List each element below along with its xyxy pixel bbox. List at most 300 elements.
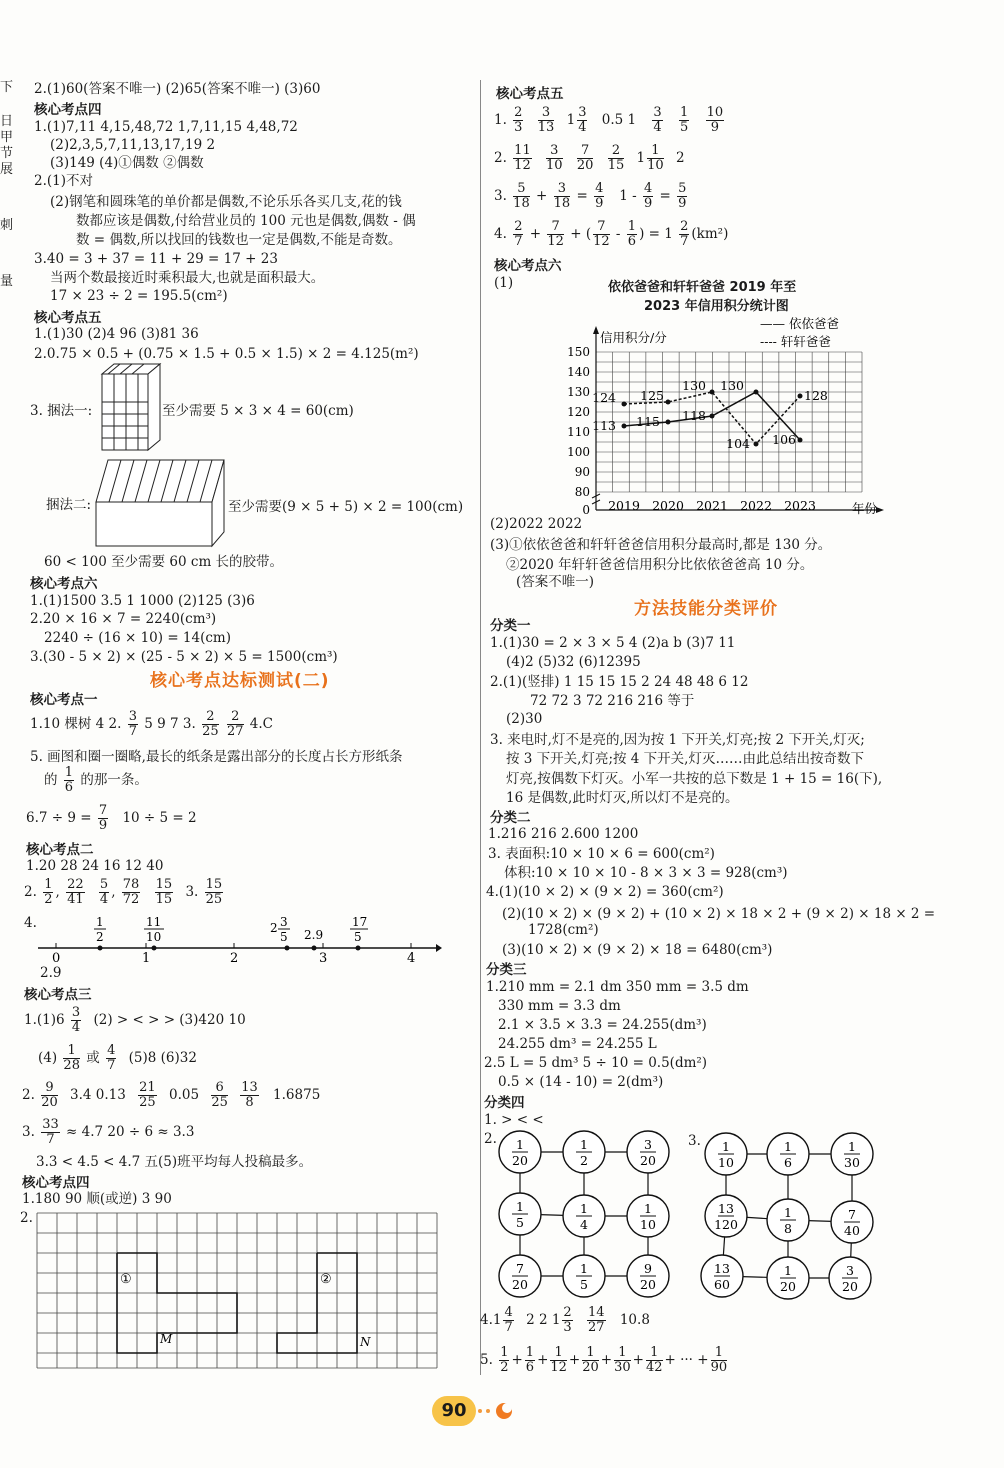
- edge-char: 量: [0, 274, 14, 289]
- line: 3. $\frac{5}{18}$ + $\frac{3}{18}$ = $\frac{4}{9}$ 1 - $\frac{4}{9}$ = $\frac{5}{9}$: [494, 181, 687, 211]
- data-point: [798, 394, 803, 399]
- fraction: $\frac{1}{12}$: [550, 1345, 567, 1375]
- fraction: $\frac{7}{20}$: [576, 143, 594, 173]
- text: 2: [675, 150, 685, 166]
- box-figure-2: [94, 456, 228, 550]
- node-denominator: 4: [580, 1217, 588, 1232]
- text: 10 ÷ 5 = 2: [122, 810, 197, 826]
- line: 2.(1)不对: [34, 173, 94, 189]
- y-axis-title: 信用积分/分: [600, 330, 667, 345]
- line: 3.: [688, 1133, 701, 1149]
- numerator: 3: [71, 1005, 81, 1020]
- fraction: $\frac{4}{9}$: [643, 181, 653, 211]
- numerator: 6: [211, 1081, 228, 1096]
- fraction: $\frac{4}{7}$: [504, 1305, 513, 1335]
- line: 3.3 < 4.5 < 4.7 五(5)班平均每人投稿最多。: [36, 1154, 313, 1170]
- data-label: 128: [804, 388, 828, 403]
- fraction: [240, 1081, 259, 1110]
- fraction: $\frac{2}{7}$: [514, 219, 523, 249]
- node-denominator: 20: [640, 1153, 656, 1168]
- denominator: 28: [63, 1058, 80, 1073]
- denominator: 8: [245, 1095, 254, 1110]
- text: 4.1: [480, 1312, 502, 1328]
- data-label: 104: [726, 436, 750, 451]
- node-denominator: 10: [640, 1217, 656, 1232]
- section-title: 方法技能分类评价: [634, 599, 778, 619]
- numerator: 9: [41, 1081, 58, 1096]
- node-denominator: 20: [842, 1279, 858, 1294]
- denominator: 2: [44, 892, 53, 907]
- fraction: [64, 766, 74, 795]
- fraction: $\frac{4}{9}$: [595, 181, 604, 211]
- line: (1): [494, 275, 514, 291]
- denominator: 25: [211, 1095, 228, 1110]
- numerator: 33: [42, 1117, 59, 1132]
- line: 2.5 L = 5 dm³ 5 ÷ 10 = 0.5(dm²): [484, 1055, 708, 1071]
- data-label: 118: [682, 408, 706, 423]
- line: 60 < 100 至少需要 60 cm 长的胶带。: [44, 554, 284, 570]
- node-numerator: 1: [784, 1263, 792, 1278]
- line: 2.9: [40, 965, 62, 981]
- data-label: 106: [772, 432, 796, 447]
- fraction: $\frac{10}{9}$: [706, 105, 724, 135]
- section-heading: 核心考点五: [496, 86, 564, 102]
- line: 3. 来电时,灯不是亮的,因为按 1 下开关,灯亮;按 2 下开关,灯灭;: [490, 732, 865, 748]
- fraction: [211, 1081, 228, 1110]
- data-label: 115: [636, 414, 660, 429]
- tick-label: 4: [407, 951, 416, 966]
- fraction: $\frac{1}{20}$: [582, 1345, 599, 1375]
- tick-label: 3: [319, 951, 328, 966]
- line: 2.(1)60(答案不唯一) (2)65(答案不唯一) (3)60: [34, 81, 321, 97]
- test-title: 核心考点达标测试(二): [150, 671, 330, 691]
- text: 3.: [22, 1124, 35, 1140]
- text: 1.6875: [273, 1087, 321, 1103]
- y-tick-label: 100: [567, 445, 590, 459]
- node-denominator: 2: [580, 1153, 588, 1168]
- numerator: 21: [139, 1080, 156, 1095]
- line: [22, 1118, 194, 1147]
- line: [480, 1306, 650, 1335]
- line: [38, 1044, 197, 1073]
- denominator: 7: [46, 1132, 55, 1147]
- data-label: 130: [682, 378, 706, 393]
- text: 5.: [480, 1352, 493, 1368]
- data-point: [754, 442, 759, 447]
- text: 的那一条。: [80, 772, 148, 788]
- text: 0.5 1: [601, 112, 637, 128]
- section-heading: 分类一: [490, 618, 531, 634]
- x-axis-arrow: [876, 507, 884, 513]
- text: 1.10 棵树 4 2.: [30, 716, 122, 732]
- edge-chars: [0, 80, 14, 290]
- node-numerator: 9: [644, 1261, 652, 1276]
- node-numerator: 13: [718, 1201, 734, 1216]
- line: 4. $\frac{2}{7}$ + $\frac{7}{12}$ + ( $\frac{7}{12}$ - $\frac{1}{6}$ ) = 1 $\frac{2}{7}$ (km²): [494, 219, 729, 249]
- numerator: 2: [227, 710, 244, 725]
- line: 2.: [484, 1131, 497, 1147]
- fraction: $\frac{14}{27}$: [588, 1305, 605, 1335]
- node-numerator: 13: [714, 1261, 730, 1276]
- shape-label: ②: [320, 1272, 332, 1287]
- line: 330 mm = 3.3 dm: [498, 998, 621, 1014]
- line: (4)2 (5)32 (6)12395: [506, 654, 641, 670]
- fraction: [128, 710, 138, 739]
- node-denominator: 30: [844, 1155, 860, 1170]
- line: (答案不唯一): [516, 574, 595, 590]
- mark-label: 10: [146, 930, 162, 944]
- node-denominator: 10: [718, 1155, 734, 1170]
- text: 2.: [22, 1087, 35, 1103]
- line: 1.216 216 2.600 1200: [488, 826, 639, 842]
- edge-char: 节: [0, 146, 14, 161]
- line: 5. $\frac{1}{2}$ + $\frac{1}{6}$ + $\frac{1}{12}$ + $\frac{1}{20}$ + $\frac{1}{30}$ + $\frac{1}{42}$ + ··· + $\frac{1}{90}$: [480, 1345, 728, 1375]
- line: 3. 表面积:10 × 10 × 6 = 600(cm²): [488, 846, 715, 862]
- y-tick-label: 130: [567, 385, 590, 399]
- numerator: 15: [205, 877, 223, 892]
- line-chart: [540, 316, 890, 518]
- fraction: $\frac{1}{10}$: [647, 143, 664, 173]
- column-divider: [480, 80, 481, 1375]
- mark-label: 2.9: [304, 928, 324, 942]
- line: 至少需要(9 × 5 + 5) × 2 = 100(cm): [228, 499, 464, 515]
- mark-label: 5: [280, 930, 288, 944]
- node-numerator: 1: [516, 1137, 524, 1152]
- denominator: 27: [226, 724, 244, 739]
- edge-char: 甲: [0, 130, 14, 145]
- edge-char: 展: [0, 162, 14, 177]
- text: 3.: [185, 884, 199, 900]
- line: [22, 1081, 320, 1110]
- text: 5 9 7 3.: [144, 716, 196, 732]
- node-denominator: 60: [714, 1277, 730, 1292]
- text: (km²): [691, 226, 729, 242]
- legend-entry: ---- 轩轩爸爸: [760, 334, 831, 349]
- fraction: $\frac{3}{4}$: [578, 105, 587, 135]
- text: + ··· +: [664, 1352, 709, 1368]
- data-point: [798, 438, 803, 443]
- denominator: 7: [107, 1058, 116, 1073]
- line: 0.5 × (14 - 10) = 2(dm³): [498, 1074, 664, 1090]
- section-heading: 核心考点六: [30, 576, 98, 592]
- data-point: [622, 402, 627, 407]
- mark-label: 2: [96, 930, 104, 944]
- fraction: [138, 1081, 157, 1110]
- fraction: $\frac{2}{3}$: [514, 105, 523, 135]
- text: 4.: [494, 226, 507, 242]
- text: 的: [44, 772, 58, 788]
- line: 3.(30 - 5 × 2) × (25 - 5 × 2) × 5 = 1500(cm³): [30, 649, 338, 665]
- line: 1.(1)30 (2)4 96 (3)81 36: [34, 326, 199, 342]
- y-tick-label: 0: [582, 503, 590, 517]
- fraction: [155, 878, 174, 907]
- section-heading: 核心考点五: [34, 310, 102, 326]
- text: 3.4 0.13: [70, 1087, 126, 1103]
- fraction: $\frac{3}{13}$: [537, 105, 555, 135]
- section-heading: 分类三: [486, 962, 527, 978]
- fraction: $\frac{5}{18}$: [513, 181, 530, 211]
- numerator: 15: [155, 877, 173, 892]
- line: 4.: [24, 915, 37, 931]
- y-axis-arrow: [593, 326, 599, 334]
- line: 1. > < <: [484, 1112, 544, 1128]
- line: 16 是偶数,此时灯灭,所以灯不是亮的。: [506, 790, 739, 806]
- text: 2 2 1: [526, 1312, 561, 1328]
- fraction: [41, 1081, 58, 1110]
- circle-network-2: [494, 1128, 670, 1302]
- line: 2.: [20, 1210, 33, 1226]
- line: 1.(1)7,11 4,15,48,72 1,7,11,15 4,48,72: [34, 119, 298, 135]
- fraction: $\frac{1}{6}$: [627, 219, 637, 249]
- section-heading: 核心考点二: [26, 842, 94, 858]
- fraction: $\frac{2}{15}$: [607, 143, 625, 173]
- denominator: 25: [205, 892, 223, 907]
- chart-title-line1: 依依爸爸和轩轩爸爸 2019 年至: [608, 280, 797, 295]
- denominator: 9: [98, 818, 108, 833]
- line: 体积:10 × 10 × 10 - 8 × 3 × 3 = 928(cm³): [504, 865, 788, 881]
- line: (2)2022 2022: [490, 516, 583, 532]
- edge-char: 下: [0, 80, 14, 95]
- numerator: 3: [128, 709, 137, 724]
- data-label: 124: [592, 390, 616, 405]
- fraction: [122, 878, 141, 907]
- tick-label: 0: [52, 951, 61, 966]
- node-denominator: 120: [714, 1217, 738, 1232]
- fraction: [98, 804, 108, 833]
- page-number: 90: [432, 1396, 476, 1426]
- fraction: $\frac{1}{6}$: [525, 1345, 535, 1375]
- text: ≈ 4.7 20 ÷ 6 ≈ 3.3: [66, 1124, 195, 1140]
- node-numerator: 1: [784, 1139, 792, 1154]
- fraction: [227, 710, 244, 739]
- numerator: 5: [99, 877, 109, 892]
- node-numerator: 3: [846, 1263, 854, 1278]
- text: (5)8 (6)32: [128, 1050, 197, 1066]
- fraction: [66, 878, 85, 907]
- fraction: $\frac{3}{18}$: [553, 181, 571, 211]
- text: 2.: [24, 884, 37, 900]
- mark-label: 1: [96, 915, 104, 929]
- node-denominator: 20: [640, 1277, 656, 1292]
- fraction: $\frac{3}{4}$: [653, 105, 662, 135]
- mark-label: 2: [270, 921, 278, 935]
- data-label: 113: [592, 418, 616, 433]
- line: (3)①依依爸爸和轩轩爸爸信用积分最高时,都是 130 分。: [490, 537, 832, 553]
- line: 1.210 mm = 2.1 dm 350 mm = 3.5 dm: [486, 979, 749, 995]
- data-point: [710, 414, 715, 419]
- x-tick-label: 2019: [608, 498, 640, 513]
- section-heading: 核心考点四: [34, 102, 102, 118]
- fraction: [202, 710, 219, 739]
- line: 24.255 dm³ = 24.255 L: [498, 1036, 657, 1052]
- line: 2.0.75 × 0.5 + (0.75 × 1.5 + 0.5 × 1.5) × 2 = 4.125(m²): [34, 346, 419, 362]
- point-label: N: [360, 1335, 371, 1349]
- fraction: [205, 878, 224, 907]
- numerator: 7: [98, 803, 108, 818]
- data-point: [666, 400, 671, 405]
- grid-figure: [34, 1210, 440, 1370]
- node-denominator: 40: [844, 1223, 860, 1238]
- numerator: 2: [202, 710, 219, 725]
- fraction: $\frac{1}{2}$: [500, 1345, 509, 1375]
- numerator: 1: [63, 1044, 80, 1059]
- line: 2. $\frac{11}{12}$ $\frac{3}{10}$ $\frac{7}{20}$ $\frac{2}{15}$ 1 $\frac{1}{10}$ 2: [494, 143, 685, 173]
- fraction: [63, 1044, 80, 1073]
- section-heading: 核心考点三: [24, 987, 92, 1003]
- mark-label: 5: [354, 930, 362, 944]
- denominator: 72: [122, 892, 140, 907]
- line: (3)149 (4)①偶数 ②偶数: [50, 155, 204, 171]
- line: 灯亮,按偶数下灯灭。小军一共按的总下数是 1 + 15 = 16(下),: [506, 771, 883, 787]
- node-numerator: 1: [644, 1201, 652, 1216]
- data-label: 130: [720, 378, 744, 393]
- line: (2)2,3,5,7,11,13,17,19 2: [50, 137, 216, 153]
- edge-char: 日: [0, 114, 14, 129]
- line: 数 = 偶数,所以找回的钱数也一定是偶数,不能是奇数。: [76, 232, 402, 248]
- shape-label: ①: [120, 1272, 132, 1287]
- x-tick-label: 2021: [696, 498, 728, 513]
- node-numerator: 1: [722, 1139, 730, 1154]
- text: 或: [86, 1050, 100, 1066]
- line: 2240 ÷ (16 × 10) = 14(cm): [44, 630, 232, 646]
- data-point: [666, 420, 671, 425]
- line: 1728(cm²): [528, 922, 599, 938]
- node-numerator: 1: [848, 1139, 856, 1154]
- y-tick-label: 90: [574, 465, 590, 479]
- text: (4): [38, 1050, 58, 1066]
- fraction: $\frac{1}{90}$: [710, 1345, 728, 1375]
- denominator: 41: [67, 892, 84, 907]
- line: 2.(1)(竖排) 1 15 15 15 2 24 48 48 6 12: [490, 674, 749, 690]
- text: (2) > < > > (3)420 10: [93, 1012, 246, 1028]
- number-line: [34, 912, 444, 968]
- line: 按 3 下开关,灯亮;按 4 下开关,灯灭……由此总结出按奇数下: [506, 751, 864, 767]
- tick-label: 1: [142, 951, 151, 966]
- line: 数都应该是偶数,付给营业员的 100 元也是偶数,偶数 - 偶: [76, 213, 416, 229]
- node-numerator: 7: [848, 1207, 856, 1222]
- denominator: 7: [128, 724, 137, 739]
- denominator: 25: [139, 1095, 156, 1110]
- data-point: [622, 424, 627, 429]
- y-tick-label: 120: [567, 405, 590, 419]
- fraction: $\frac{2}{3}$: [563, 1305, 572, 1335]
- text: 1: [636, 150, 646, 166]
- node-numerator: 7: [516, 1261, 524, 1276]
- line: 2. $\frac{1}{2}$ , $\frac{22}{41}$ $\frac{5}{4}$ , $\frac{78}{72}$ $\frac{15}{15}$ 3. $\frac{15}{25}$: [24, 877, 223, 907]
- x-tick-label: 2023: [784, 498, 816, 513]
- y-tick-label: 80: [574, 485, 590, 499]
- line: 5. 画图和圈一圈略,最长的纸条是露出部分的长度占长方形纸条: [30, 749, 403, 765]
- node-numerator: 1: [580, 1261, 588, 1276]
- node-denominator: 20: [512, 1153, 528, 1168]
- node-numerator: 1: [516, 1199, 524, 1214]
- text: 0.05: [169, 1087, 200, 1103]
- line: 1.(1)1500 3.5 1 1000 (2)125 (3)6: [30, 593, 255, 609]
- section-heading: 核心考点六: [494, 258, 562, 274]
- line: 2.20 × 16 × 7 = 2240(cm³): [30, 611, 217, 627]
- y-tick-label: 140: [567, 365, 590, 379]
- tick-label: 2: [230, 951, 239, 966]
- text: 10.8: [619, 1312, 650, 1328]
- line: 捆法二:: [46, 497, 92, 513]
- fraction: $\frac{1}{30}$: [614, 1345, 631, 1375]
- text: 4.C: [249, 716, 274, 732]
- box-figure-1: [100, 362, 162, 452]
- line: [30, 710, 273, 739]
- node-denominator: 5: [580, 1277, 588, 1292]
- section-heading: 核心考点一: [30, 692, 98, 708]
- numerator: 1: [44, 877, 53, 892]
- text: 6.7 ÷ 9 =: [26, 810, 92, 826]
- node-denominator: 8: [784, 1221, 792, 1236]
- node-denominator: 20: [780, 1279, 796, 1294]
- line: 3.40 = 3 + 37 = 11 + 29 = 17 + 23: [34, 251, 278, 267]
- line: (2)钢笔和圆珠笔的单价都是偶数,不论乐乐各买几支,花的钱: [50, 194, 402, 210]
- x-axis-title: 年份: [852, 501, 878, 516]
- numerator: 4: [107, 1043, 116, 1058]
- fraction: $\frac{5}{9}$: [678, 181, 687, 211]
- fraction: $\frac{1}{42}$: [645, 1345, 663, 1375]
- data-point: [710, 390, 715, 395]
- legend-entry: —— 依依爸爸: [760, 316, 839, 331]
- y-tick-label: 150: [567, 345, 590, 359]
- line: [24, 1006, 246, 1035]
- section-heading: 分类四: [484, 1095, 525, 1111]
- page-decoration-icon: [476, 1400, 516, 1422]
- mark-label: 3: [280, 915, 288, 929]
- node-denominator: 5: [516, 1215, 524, 1230]
- edge-char: 刺: [0, 218, 14, 233]
- data-point: [754, 390, 759, 395]
- line: 3. 捆法一:: [30, 403, 93, 419]
- mark-label: 11: [146, 915, 162, 929]
- line: (2)30: [506, 711, 543, 727]
- y-tick-label: 110: [567, 425, 590, 439]
- fraction: $\frac{3}{10}$: [546, 143, 563, 173]
- fraction: [99, 878, 109, 907]
- fraction: $\frac{11}{12}$: [514, 143, 531, 173]
- denominator: 4: [99, 892, 109, 907]
- line: [26, 804, 197, 833]
- line: 72 72 3 72 216 216 等于: [530, 693, 695, 709]
- mark-label: 17: [352, 915, 368, 929]
- line: 当两个数最接近时乘积最大,也就是面积最大。: [50, 270, 325, 286]
- line: 4.(1)(10 × 2) × (9 × 2) = 360(cm²): [486, 884, 724, 900]
- line: 2.1 × 3.5 × 3.3 = 24.255(dm³): [498, 1017, 707, 1033]
- line: (2)(10 × 2) × (9 × 2) + (10 × 2) × 18 × 2 + (9 × 2) × 18 × 2 =: [502, 906, 936, 922]
- fraction: [71, 1006, 81, 1035]
- node-numerator: 3: [644, 1137, 652, 1152]
- denominator: 6: [64, 780, 74, 795]
- numerator: 1: [64, 765, 74, 780]
- section-heading: 分类二: [490, 810, 531, 826]
- line: 1. $\frac{2}{3}$ $\frac{3}{13}$ 1 $\frac{3}{4}$ 0.5 1 $\frac{3}{4}$ $\frac{1}{5}$ $\frac{10}{9}$: [494, 105, 724, 135]
- node-denominator: 6: [784, 1155, 792, 1170]
- data-label: 125: [640, 388, 664, 403]
- circle-network-3: [700, 1130, 882, 1302]
- line: 1.180 90 顺(或逆) 3 90: [22, 1191, 172, 1207]
- fraction: $\frac{7}{12}$: [593, 219, 610, 249]
- line: 1.(1)30 = 2 × 3 × 5 4 (2)a b (3)7 11: [490, 635, 736, 651]
- denominator: 25: [202, 724, 219, 739]
- fraction: $\frac{1}{5}$: [680, 105, 689, 135]
- fraction: $\frac{2}{7}$: [680, 219, 689, 249]
- denominator: 20: [41, 1095, 58, 1110]
- line: 至少需要 5 × 3 × 4 = 60(cm): [162, 403, 354, 419]
- denominator: 4: [71, 1020, 81, 1035]
- line: ②2020 年轩轩爸爸信用积分比依依爸爸高 10 分。: [506, 557, 814, 573]
- point-label: M: [160, 1332, 173, 1346]
